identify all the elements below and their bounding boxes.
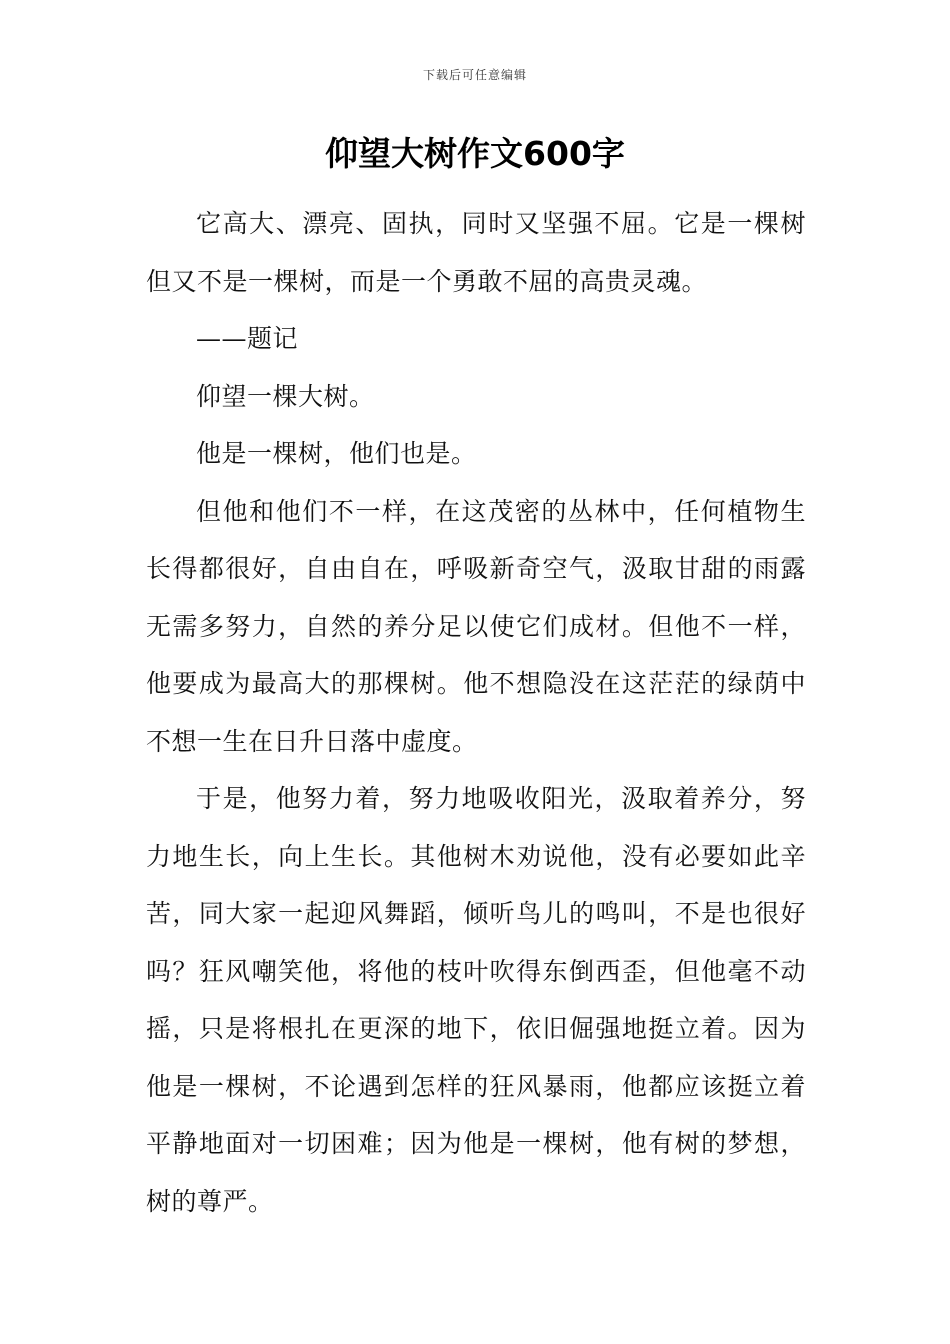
document-body bbox=[146, 195, 806, 1230]
document-title: 仰望大树作文600字 bbox=[325, 134, 625, 173]
paragraph-different: 但他和他们不一样，在这茂密的丛林中，任何植物生长得都很好，自由自在，呼吸新奇空气，汲取甘甜的雨露无需多努力，自然的养分足以使它们成材。但他不一样，他要成为最高大的那棵树。他不想隐没在这茫茫的绿荫中不想一生在日升日落中虚度。 bbox=[146, 496, 806, 756]
header-note: 下载后可任意编辑 bbox=[422, 68, 527, 82]
paragraph-intro: 它高大、漂亮、固执，同时又坚强不屈。它是一棵树但又不是一棵树，而是一个勇敢不屈的高贵灵魂。 bbox=[146, 209, 806, 296]
paragraph-epigraph-credit: ——题记 bbox=[196, 324, 299, 353]
paragraph-effort: 于是，他努力着，努力地吸收阳光，汲取着养分，努力地生长，向上生长。其他树木劝说他，没有必要如此辛苦，同大家一起迎风舞蹈，倾听鸟儿的鸣叫，不是也很好吗？狂风嘲笑他，将他的枝叶吹得东倒西歪，但他毫不动摇，只是将根扎在更深的地下，依旧倔强地挺立着。因为他是一棵树，不论遇到怎样的狂风暴雨，他都应该挺立着平静地面对一切困难；因为他是一棵树，他有树的梦想，树的尊严。 bbox=[146, 784, 806, 1216]
paragraph-look-up: 仰望一棵大树。 bbox=[196, 381, 375, 411]
paragraph-he-is-tree: 他是一棵树，他们也是。 bbox=[196, 439, 477, 468]
